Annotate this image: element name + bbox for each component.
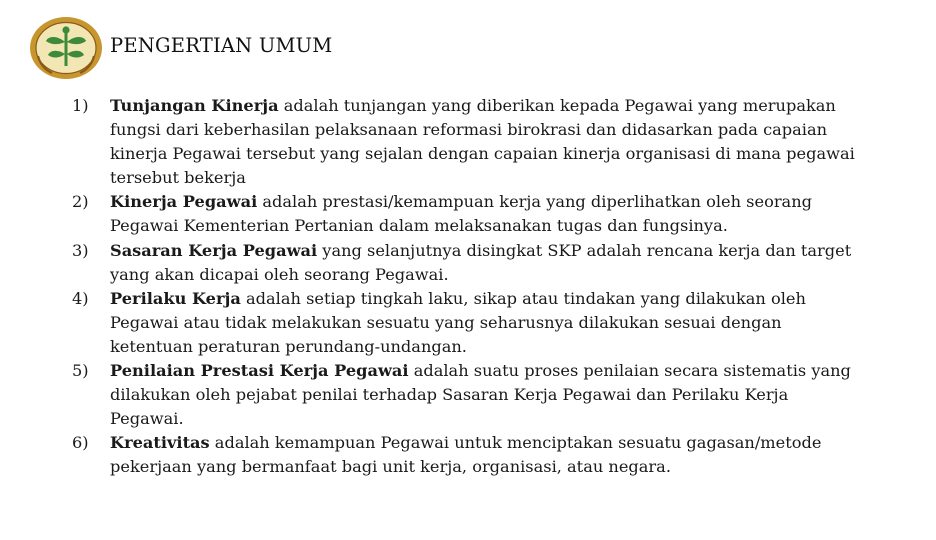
item-term: Tunjangan Kinerja	[110, 96, 279, 115]
item-number: 2)	[72, 192, 89, 212]
item-number: 4)	[72, 288, 89, 308]
item-definition: yang selanjutnya disingkat SKP adalah rencana kerja dan target yang akan dicapai oleh seorang Pegawai.	[110, 240, 852, 284]
item-term: Sasaran Kerja Pegawai	[110, 240, 318, 260]
item-definition: adalah tunjangan yang diberikan kepada Pegawai yang merupakan fungsi dari keberhasilan pelaksanaan reformasi birokrasi dan didasarkan pada capaian kinerja Pegawai tersebut yang sejalan dengan capaian kinerja organisasi di mana pegawai tersebut bekerja	[110, 96, 855, 188]
item-definition: adalah prestasi/kemampuan kerja yang diperlihatkan oleh seorang Pegawai Kementerian Pertanian dalam melaksanakan tugas dan fungsinya.	[110, 192, 812, 236]
item-number: 1)	[72, 96, 89, 115]
page-title: PENGERTIAN UMUM	[110, 34, 333, 57]
list-item	[72, 94, 862, 190]
list-item	[72, 359, 862, 431]
item-definition: adalah kemampuan Pegawai untuk menciptakan sesuatu gagasan/metode pekerjaan yang bermanfaat bagi unit kerja, organisasi, atau negara.	[110, 433, 822, 477]
definition-list	[72, 94, 862, 480]
item-term: Kreativitas	[110, 433, 210, 453]
item-term: Penilaian Prestasi Kerja Pegawai	[110, 361, 409, 381]
item-definition: adalah setiap tingkah laku, sikap atau tindakan yang dilakukan oleh Pegawai atau tidak melakukan sesuatu yang seharusnya dilakukan sesuai dengan ketentuan peraturan perundang-undangan.	[110, 288, 806, 356]
item-term: Kinerja Pegawai	[110, 192, 258, 212]
item-term: Perilaku Kerja	[110, 288, 241, 308]
item-number: 6)	[72, 433, 89, 453]
item-number: 5)	[72, 361, 89, 381]
list-item	[72, 190, 862, 238]
list-item	[72, 287, 862, 359]
item-number: 3)	[72, 240, 89, 260]
list-item	[72, 431, 862, 479]
ministry-emblem-icon	[28, 14, 104, 82]
item-definition: adalah suatu proses penilaian secara sistematis yang dilakukan oleh pejabat penilai terhadap Sasaran Kerja Pegawai dan Perilaku Kerja Pegawai.	[110, 361, 851, 429]
list-item	[72, 239, 862, 287]
